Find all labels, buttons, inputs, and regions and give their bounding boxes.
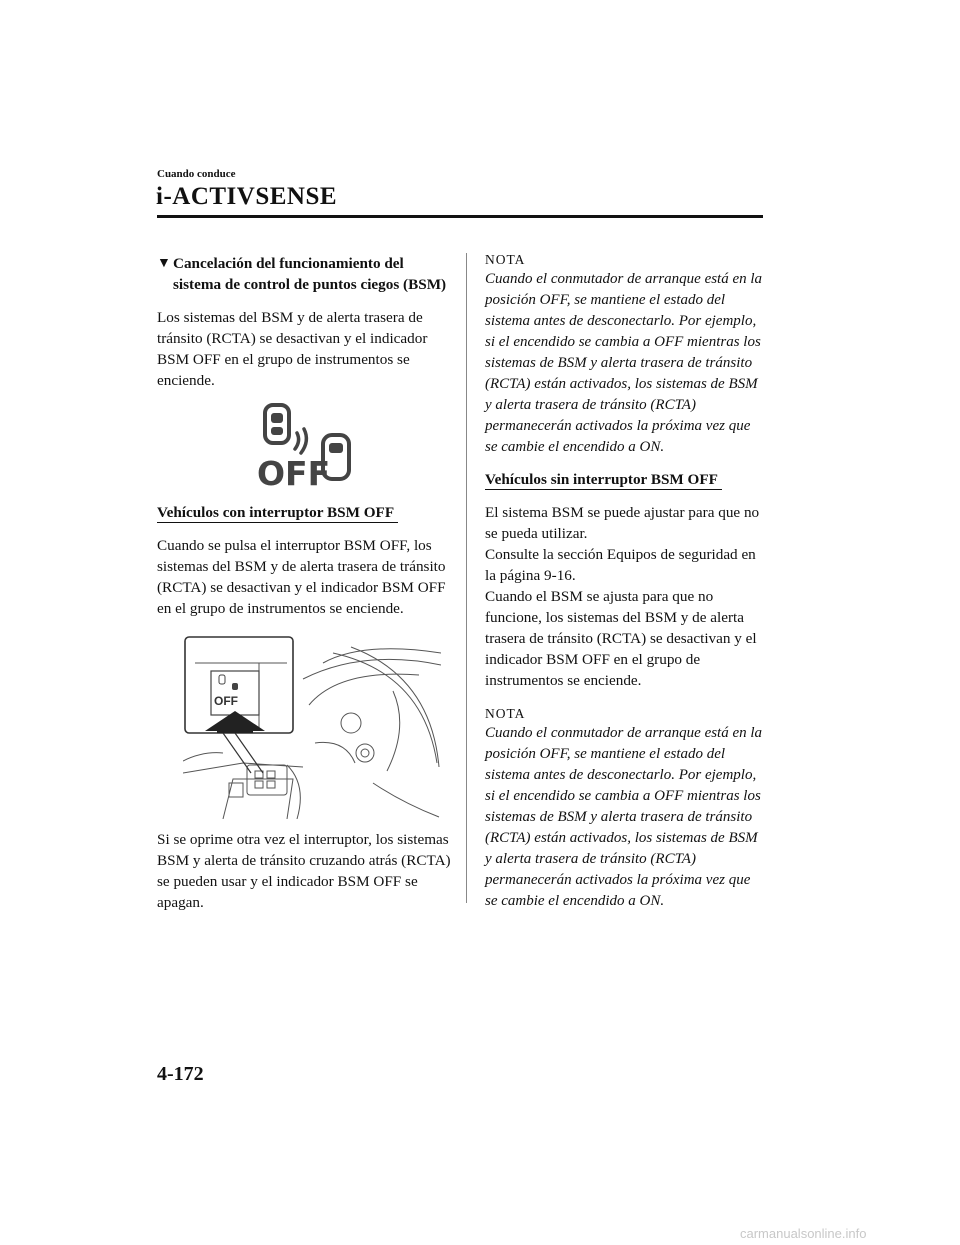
dashboard-switch-illustration — [183, 633, 441, 819]
section-heading — [157, 253, 452, 295]
without-switch-line: Consulte la sección Equipos de seguridad en la página 9-16. — [485, 546, 756, 584]
page-number: 4-172 — [157, 1063, 204, 1085]
header-rule — [157, 215, 763, 218]
with-switch-paragraph: Cuando se pulsa el interruptor BSM OFF, los sistemas del BSM y de alerta trasera de tránsito (RCTA) se desactivan y el indicador BSM OFF en el grupo de instrumentos se enciende. — [157, 537, 446, 617]
without-switch-body — [485, 502, 765, 691]
header-title: i-ACTIVSENSE — [156, 183, 338, 210]
left-column — [157, 253, 452, 913]
subheading-with-switch: Vehículos con interruptor BSM OFF — [157, 503, 398, 523]
subheading-without-switch: Vehículos sin interruptor BSM OFF — [485, 470, 722, 490]
watermark: carmanualsonline.info — [740, 1226, 867, 1241]
intro-paragraph: Los sistemas del BSM y de alerta trasera de tránsito (RCTA) se desactivan y el indicador BSM OFF en el grupo de instrumentos se enciende. — [157, 309, 428, 389]
right-column — [485, 251, 765, 912]
outro-paragraph: Si se oprime otra vez el interruptor, los sistemas BSM y alerta de tránsito cruzando atrás (RCTA) se pueden usar y el indicador BSM OFF se apagan. — [157, 831, 451, 911]
header-section: Cuando conduce — [157, 168, 236, 180]
without-switch-line: El sistema BSM se puede ajustar para que no se pueda utilizar. — [485, 504, 760, 542]
column-divider — [466, 253, 467, 903]
bsm-off-indicator-icon — [255, 403, 359, 489]
without-switch-line: Cuando el BSM se ajusta para que no funcione, los sistemas del BSM y de alerta trasera de tránsito (RCTA) se desactivan y el indicador BSM OFF en el grupo de instrumentos se enciende. — [485, 588, 757, 689]
section-heading-text: Cancelación del funcionamiento del sistema de control de puntos ciegos (BSM) — [173, 255, 447, 293]
note-text: Cuando el conmutador de arranque está en la posición OFF, se mantiene el estado del sistema antes de desconectarlo. Por ejemplo, si el encendido se cambia a OFF mientras los sistemas de BSM y alerta trasera de tránsito (RCTA) están activados, los sistemas de BSM y alerta trasera de tránsito (RCTA) permanecerán activados la próxima vez que se cambie el encendido a ON. — [485, 725, 763, 909]
triangle-marker-icon: ▼ — [157, 256, 171, 271]
note-label: NOTA — [485, 252, 526, 267]
note-text: Cuando el conmutador de arranque está en la posición OFF, se mantiene el estado del sistema antes de desconectarlo. Por ejemplo, si el encendido se cambia a OFF mientras los sistemas de BSM y alerta trasera de tránsito (RCTA) están activados, los sistemas de BSM y alerta trasera de tránsito (RCTA) permanecerán activados la próxima vez que se cambie el encendido a ON. — [485, 271, 763, 455]
note-label: NOTA — [485, 706, 526, 721]
indicator-off-text: OFF — [257, 454, 331, 489]
switch-off-label: OFF — [214, 694, 238, 708]
